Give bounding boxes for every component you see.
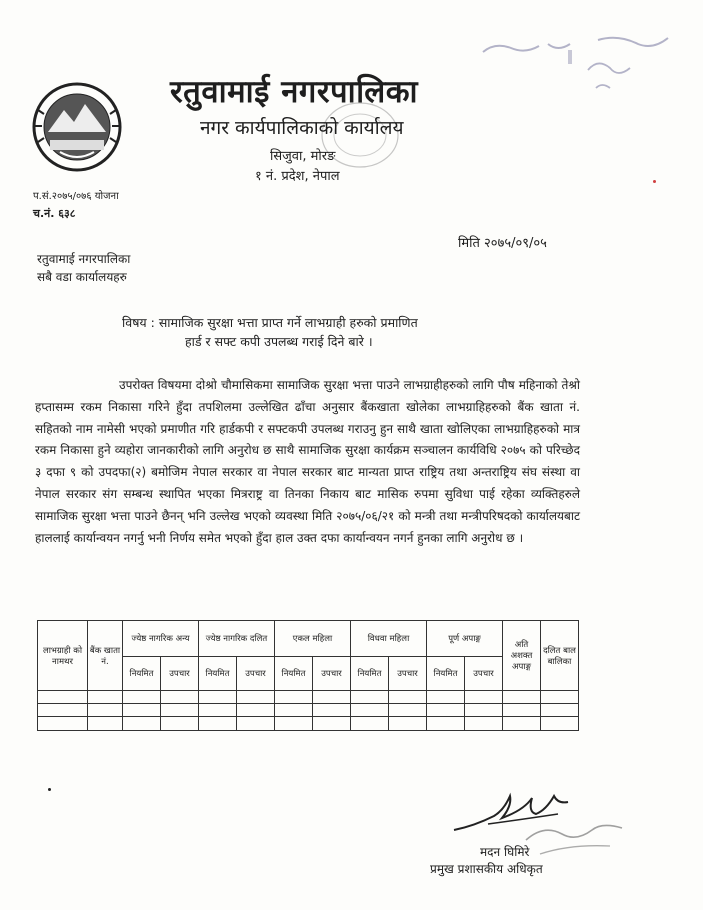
- table-row: [38, 691, 579, 704]
- sub-regular: नियमित: [351, 657, 389, 691]
- group-single-woman: एकल महिला: [275, 621, 351, 657]
- body-paragraph: उपरोक्त विषयमा दोश्रो चौमासिकमा सामाजिक सुरक्षा भत्ता पाउने लाभग्राहीहरुको लागि पौष महिनाको तेश्रो हप्तासम्म रकम निकासा गरिने हुँदा तपशिलमा उल्लेखित ढाँचा अनुसार बैंकखाता खोलेका लाभग्राहिहरुको बैंक खाता नं. सहितको नाम नामेसी भएको प्रमाणीत गरि हार्डकपी र सफ्टकपी उपलब्ध गराउनु हुन साथै खाता खोलिएका लाभग्राहिहरुको मात्र रकम निकासा हुने व्यहोरा जानकारीको लागि अनुरोध छ साथै सामाजिक सुरक्षा कार्यक्रम सञ्चालन कार्यविधि २०७५ को परिच्छेद ३ दफा ९ को उपदफा(२) बमोजिम नेपाल सरकार वा नेपाल सरकार बाट मान्यता प्राप्त राष्ट्रिय तथा अन्तराष्ट्रिय संघ संस्था वा नेपाल सरकार संग सम्बन्ध स्थापित भएका मित्रराष्ट्र वा तिनका निकाय बाट मासिक रुपमा सुविधा पाई रहेका व्यक्तिहरुले सामाजिक सुरक्षा भत्ता पाउने छैनन् भनि उल्लेख भएको व्यवस्था मिति २०७५/०६/२१ को मन्त्री तथा मन्त्रीपरिषदको कार्यालयबाट हाललाई कार्यान्वयन नगर्नु भनी निर्णय समेत भएको हुँदा हाल उक्त दफा कार्यान्वयन नगर्न हुनका लागि अनुरोध छ ।: [35, 378, 580, 545]
- group-fully-disabled: पूर्ण अपाङ्ग: [427, 621, 503, 657]
- ink-dot: [48, 788, 51, 791]
- sub-regular: नियमित: [199, 657, 237, 691]
- received-stamp: [478, 30, 683, 105]
- subject-line-1: विषय : सामाजिक सुरक्षा भत्ता प्राप्त गर्ने लाभग्राही हरुको प्रमाणित: [122, 315, 418, 330]
- group-widow: विधवा महिला: [351, 621, 427, 657]
- table-row: [38, 704, 579, 717]
- signature-stamp: [520, 810, 630, 860]
- letter-reference-number: प.सं.२०७५/०७६ योजना: [33, 191, 119, 202]
- col-severely-disabled: अति अशक्त अपाङ्ग: [503, 621, 541, 691]
- group-senior-other: ज्येष्ठ नागरिक अन्य: [123, 621, 199, 657]
- sub-regular: नियमित: [427, 657, 465, 691]
- sub-treatment: उपचार: [389, 657, 427, 691]
- letter-date: मिति २०७५/०९/०५: [458, 236, 547, 251]
- municipality-emblem-logo: [30, 80, 125, 175]
- signatory-name: मदन घिमिरे: [480, 845, 530, 859]
- col-beneficiary-name: लाभग्राही को नामथर: [38, 621, 88, 691]
- office-province: १ नं. प्रदेश, नेपाल: [255, 169, 340, 184]
- municipality-title: रतुवामाई नगरपालिका: [170, 74, 419, 110]
- sub-regular: नियमित: [123, 657, 161, 691]
- sub-treatment: उपचार: [237, 657, 275, 691]
- recipient-line-1: रतुवामाई नगरपालिका: [37, 252, 131, 266]
- group-senior-dalit: ज्येष्ठ नागरिक दलित: [199, 621, 275, 657]
- subject-line-2: हार्ड र सफ्ट कपी उपलब्ध गराई दिने बारे ।: [185, 334, 373, 349]
- letter-body: [35, 375, 580, 549]
- signatory-designation: प्रमुख प्रशासकीय अधिकृत: [430, 862, 543, 876]
- sub-treatment: उपचार: [161, 657, 199, 691]
- office-name: नगर कार्यपालिकाको कार्यालय: [200, 117, 404, 139]
- sub-treatment: उपचार: [465, 657, 503, 691]
- office-location: सिजुवा, मोरङ: [270, 149, 336, 164]
- ink-dot: [653, 180, 656, 183]
- recipient-line-2: सबै वडा कार्यालयहरु: [37, 270, 127, 284]
- sub-regular: नियमित: [275, 657, 313, 691]
- col-bank-account: बैंक खाता नं.: [88, 621, 123, 691]
- beneficiary-table: [37, 620, 579, 731]
- table-row: [38, 717, 579, 731]
- dispatch-number: च.नं. ६३८: [33, 207, 76, 220]
- col-dalit-children: दलित बाल बालिका: [541, 621, 579, 691]
- sub-treatment: उपचार: [313, 657, 351, 691]
